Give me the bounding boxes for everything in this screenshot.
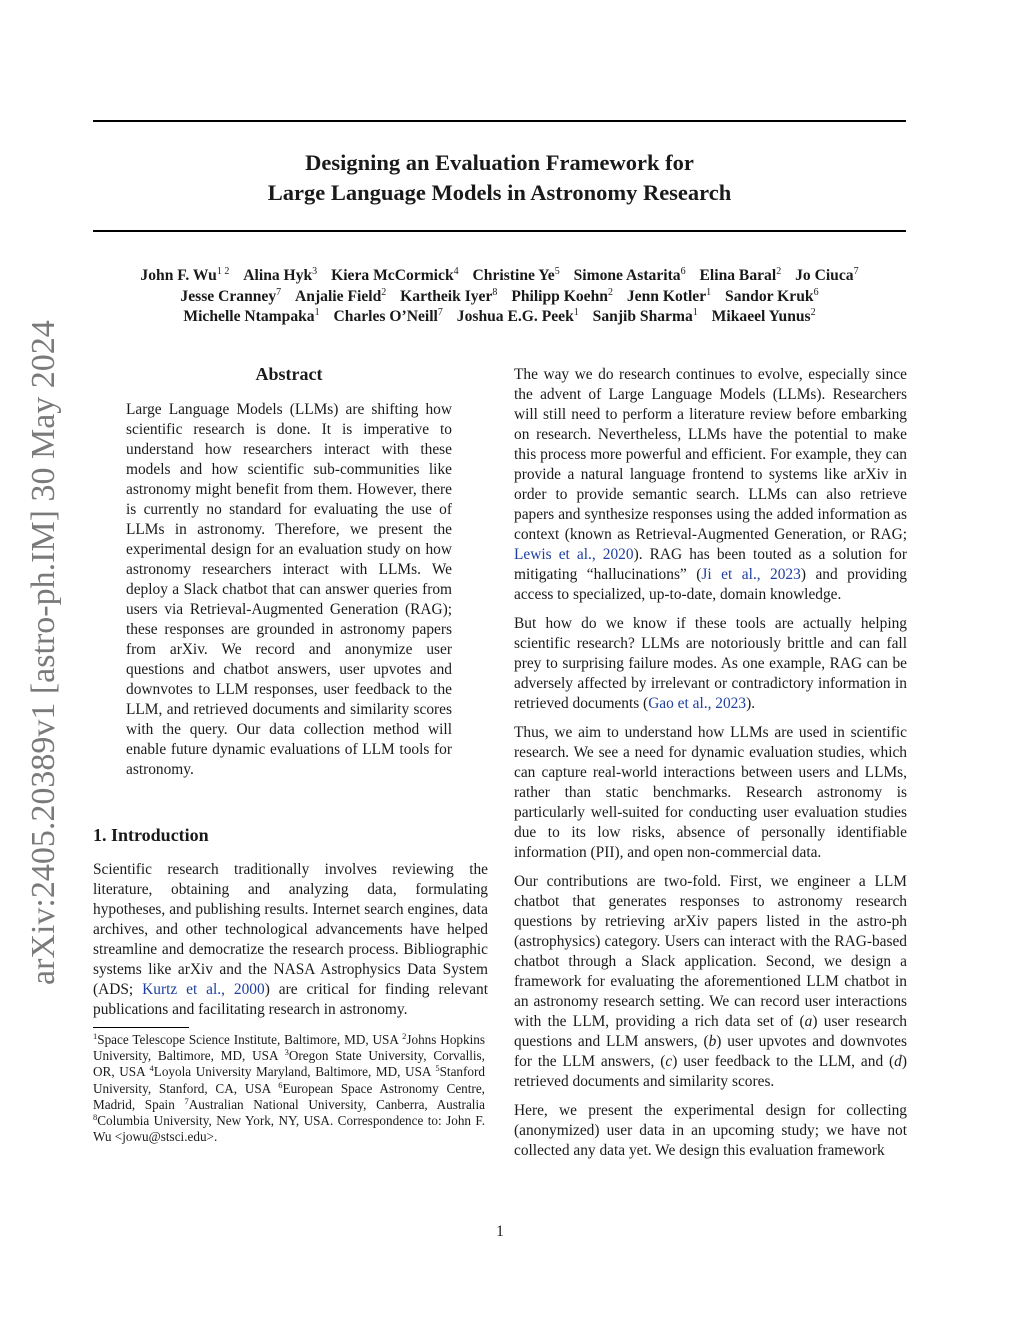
introduction-heading: 1. Introduction: [93, 825, 209, 845]
paragraph: The way we do research continues to evolve, especially since the advent of Large Language Models (LLMs). Researchers will still need to perform a literature review before embarking on research. Nevertheless, LLMs have the potential to make this process more powerful and efficient. For example, they can provide a natural language frontend to systems like arXiv in order to provide semantic search. LLMs can also retrieve papers and synthesize responses using the added information as context (known as Retrieval-Augmented Generation, or RAG; Lewis et al., 2020). RAG has been touted as a solution for mitigating “hallucinations” (Ji et al., 2023) and providing access to specialized, up-to-date, domain knowledge.: [514, 366, 908, 603]
arxiv-identifier: arXiv:2405.20389v1 [astro-ph.IM] 30 May 2024: [25, 320, 62, 985]
footnote-rule: [93, 1027, 189, 1028]
right-column: [514, 365, 907, 1170]
affiliations-footnote: $^1$Space Telescope Science Institute, Baltimore, MD, USA $^2$Johns Hopkins University, Baltimore, MD, USA $^3$Oregon State University, Corvallis, OR, USA $^4$Loyola University Maryland, Baltimore, MD, USA $^5$Stanford University, Stanford, CA, USA $^6$European Space Astronomy Centre, Madrid, Spain $^7$Australian National University, Canberra, Australia $^8$Columbia University, New York, NY, USA. Correspondence to: John F. Wu <jowu@stsci.edu>.: [93, 1031, 485, 1145]
author: Jesse Cranney$^7$: [180, 286, 282, 305]
paragraph: Here, we present the experimental design for collecting (anonymized) user data in an upcoming study; we have not collected any data yet. We design this evaluation framework: [514, 1102, 907, 1159]
author-line: [93, 307, 906, 328]
paragraph: Our contributions are two-fold. First, we engineer a LLM chatbot that generates responses to astronomy research questions by retrieving arXiv papers listed in the astro-ph (astrophysics) category. Users can interact with the RAG-based chatbot through a Slack application. Second, we design a framework for evaluating the aforementioned LLM chatbot in an astronomy research setting. We can record user interactions with the LLM, providing a rich data set of (a) user research questions and LLM answers, (b) user upvotes and downvotes for the LLM answers, (c) user feedback to the LLM, and (d) retrieved documents and similarity scores.: [514, 873, 907, 1090]
author: Jo Ciuca$^7$: [795, 266, 859, 284]
author: Kartheik Iyer$^8$: [400, 286, 498, 305]
author: Charles O’Neill$^7$: [333, 307, 443, 325]
introduction-paragraph: Scientific research traditionally involves reviewing the literature, obtaining and analyzing data, formulating hypotheses, and publishing results. Internet search engines, data archives, and other technological advancements have helped streamline and democratize the research process. Bibliographic systems like arXiv and the NASA Astrophysics Data System (ADS; Kurtz et al., 2000) are critical for finding relevant publications and facilitating research in astronomy.: [93, 861, 489, 1018]
title-line-1: Designing an Evaluation Framework for: [305, 150, 694, 175]
author: Philipp Koehn$^2$: [511, 286, 613, 305]
paragraph: But how do we know if these tools are actually helping scientific research? LLMs are notoriously brittle and can fall prey to surprising failure modes. As one example, RAG can be adversely affected by irrelevant or contradictory information in retrieved documents (Gao et al., 2023).: [514, 615, 907, 712]
abstract-body: [126, 400, 452, 780]
top-rule: [93, 120, 906, 122]
citation-link[interactable]: Kurtz et al., 2000: [142, 981, 265, 998]
citation-link[interactable]: Gao et al., 2023: [648, 695, 747, 712]
author: Simone Astarita$^6$: [573, 266, 686, 284]
author: Jenn Kotler$^1$: [626, 286, 712, 305]
author: Michelle Ntampaka$^1$: [183, 307, 320, 325]
author: Christine Ye$^5$: [472, 266, 560, 284]
author-line: [93, 266, 906, 287]
bottom-rule: [93, 230, 906, 232]
author-list: [93, 266, 906, 328]
citation-link[interactable]: Lewis et al., 2020: [514, 546, 634, 563]
citation-link[interactable]: Ji et al., 2023: [701, 566, 801, 583]
author: Alina Hyk$^3$: [243, 266, 318, 284]
author-line: [93, 287, 906, 308]
abstract-heading: Abstract: [255, 364, 323, 384]
author: Sandor Kruk$^6$: [725, 286, 819, 305]
title-line-2: Large Language Models in Astronomy Research: [267, 180, 732, 205]
author: Sanjib Sharma$^1$: [592, 307, 698, 325]
author: Anjalie Field$^2$: [295, 286, 387, 305]
author: Joshua E.G. Peek$^1$: [456, 307, 579, 325]
author: Kiera McCormick$^4$: [331, 266, 459, 284]
paper-title: [93, 148, 906, 208]
author: Mikaeel Yunus$^2$: [711, 307, 816, 325]
paragraph: Thus, we aim to understand how LLMs are used in scientific research. We see a need for dynamic evaluation studies, which can capture real-world interactions between users and LLMs, rather than static benchmarks. Research astronomy is particularly well-suited for conducting user evaluation studies due to its low risks, absence of personally identifiable information (PII), and open non-commercial data.: [514, 724, 907, 861]
author: John F. $Wu^{1 2}$: [140, 266, 230, 284]
page-number: 1: [496, 1223, 504, 1240]
author: Elina Baral$^2$: [699, 266, 782, 284]
abstract-text: Large Language Models (LLMs) are shifting how scientific research is done. It is imperative to understand how researchers interact with these models and how scientific sub-communities like astronomy might benefit from them. However, there is currently no standard for evaluating the use of LLMs in astronomy. Therefore, we present the experimental design for an evaluation study on how astronomy researchers interact with LLMs. We deploy a Slack chatbot that can answer queries from users via Retrieval-Augmented Generation (RAG); these responses are grounded in astronomy papers from arXiv. We record and anonymize user questions and chatbot answers, user upvotes and downvotes to LLM responses, user feedback to the LLM, and retrieved documents and similarity scores with the query. Our data collection method will enable future dynamic evaluations of LLM tools for astronomy.: [126, 401, 452, 778]
